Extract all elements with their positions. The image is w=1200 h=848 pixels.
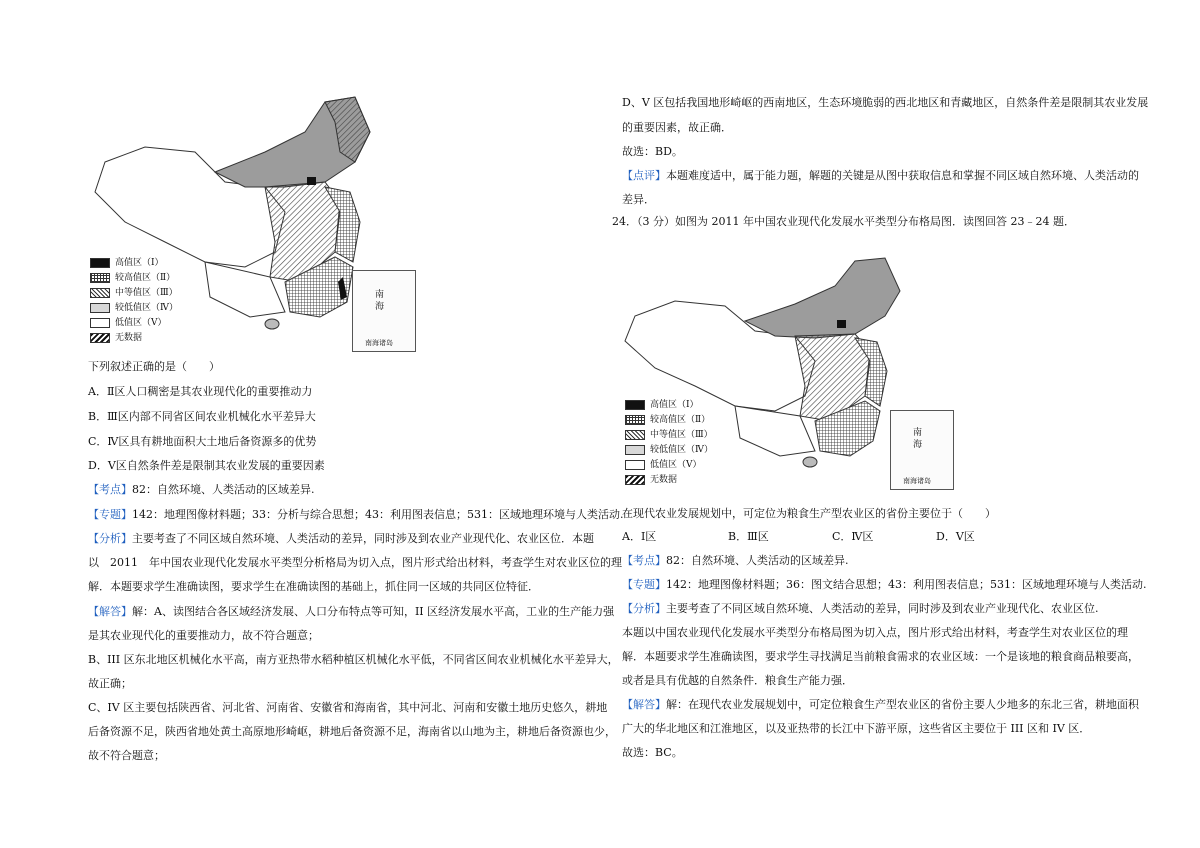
zhuanti-line: 【专题】142：地理图像材料题；36：图文结合思想；43：利用图表信息；531：区域地理环境与人类活动. — [622, 578, 1147, 591]
answer-line: 广大的华北地区和江淮地区，以及亚热带的长江中下游平原，这些省区主要位于 III 区和 IV 区． — [622, 722, 1091, 735]
answer-choice: 故选：BC。 — [622, 746, 683, 759]
legend-swatch — [625, 445, 645, 455]
answer-line: 故不符合题意； — [88, 749, 165, 762]
legend-swatch — [90, 303, 110, 313]
inset-caption: 南海诸岛 — [903, 477, 931, 485]
fenxi-line: 【分析】主要考查了不同区域自然环境、人类活动的差异，同时涉及到农业产业现代化、农业区位. — [622, 602, 1099, 615]
legend-swatch — [90, 333, 110, 343]
hainan-island — [265, 319, 279, 329]
answer-line: B、III 区东北地区机械化水平高，南方亚热带水稻种植区机械化水平低，不同省区间农业机械化水平差异大， — [88, 653, 619, 666]
option-a: A．Ⅱ区人口稠密是其农业现代化的重要推动力 — [88, 385, 313, 398]
jieda-line: 【解答】解：A、读图结合各区域经济发展、人口分布特点等可知，II 区经济发展水平高，工业的生产能力强 — [88, 605, 615, 618]
south-sea-inset-right — [890, 410, 954, 490]
option-b: B．Ⅲ区内部不同省区间农业机械化水平差异大 — [88, 410, 316, 423]
option-a: A．Ⅰ区 — [622, 530, 657, 543]
legend-swatch — [625, 460, 645, 470]
kaodian-line: 【考点】82：自然环境、人类活动的区域差异. — [622, 554, 849, 567]
answer-choice: 故选：BD。 — [622, 145, 683, 158]
question-stem: 下列叙述正确的是（ ） — [88, 360, 220, 373]
fenxi-line-4: 或者是具有优越的自然条件．粮食生产能力强． — [622, 674, 853, 687]
dianping-line-2: 差异． — [622, 193, 655, 206]
inset-sea-label: 南 海 — [375, 290, 385, 312]
legend-right: 高值区（Ⅰ） 较高值区（Ⅱ） 中等值区（Ⅲ） 较低值区（Ⅳ） 低值区（Ⅴ） 无数据 — [625, 398, 713, 488]
legend-swatch — [90, 318, 110, 328]
option-b: B．Ⅲ区 — [728, 530, 769, 543]
inset-caption: 南海诸岛 — [365, 339, 393, 347]
legend-swatch — [625, 475, 645, 485]
question-24-title: 24．（3 分）如图为 2011 年中国农业现代化发展水平类型分布格局图．读图回答 23﹣24 题． — [612, 215, 1075, 228]
option-d: D．Ⅴ区自然条件差是限制其农业发展的重要因素 — [88, 459, 325, 472]
option-d: D．Ⅴ区 — [936, 530, 975, 543]
answer-line: C、IV 区主要包括陕西省、河北省、河南省、安徽省和海南省，其中河北、河南和安徽土地历史悠久，耕地 — [88, 701, 608, 714]
legend-swatch — [90, 258, 110, 268]
beijing-block — [307, 177, 316, 185]
fenxi-line-2: 本题以中国农业现代化发展水平类型分布格局图为切入点，图片形式给出材料，考查学生对农业区位的理 — [622, 626, 1128, 639]
question-stem: 在现代农业发展规划中，可定位为粮食生产型农业区的省份主要位于（ ） — [622, 507, 996, 520]
option-c: C．Ⅳ区 — [832, 530, 874, 543]
option-c: C．Ⅳ区具有耕地面积大土地后备资源多的优势 — [88, 435, 317, 448]
fenxi-line-3: 解．本题要求学生准确读图，要求学生在准确读图的基础上，抓住同一区域的共同区位特征． — [88, 580, 539, 593]
answer-line: 后备资源不足，陕西省地处黄土高原地形崎岖，耕地后备资源不足，海南省以山地为主，耕地后备资源也少， — [88, 725, 616, 738]
inset-sea-label: 南 海 — [913, 428, 923, 450]
answer-line: 的重要因素，故正确． — [622, 121, 732, 134]
fenxi-line: 【分析】主要考查了不同区域自然环境、人类活动的差异，同时涉及到农业产业现代化、农业区位．本题 — [88, 532, 594, 545]
dianping-line: 【点评】本题难度适中，属于能力题，解题的关键是从图中获取信息和掌握不同区域自然环境、人类活动的 — [622, 169, 1139, 182]
legend-swatch — [90, 288, 110, 298]
legend-swatch — [625, 400, 645, 410]
fenxi-line-2: 以 2011 年中国农业现代化发展水平类型分析格局为切入点，图片形式给出材料，考查学生对农业区位的理 — [88, 556, 622, 569]
zhuanti-line: 【专题】142：地理图像材料题；33：分析与综合思想；43：利用图表信息；531：区域地理环境与人类活动. — [88, 508, 624, 521]
south-sea-inset-left — [352, 270, 416, 352]
answer-line: 是其农业现代化的重要推动力，故不符合题意； — [88, 629, 319, 642]
legend-swatch — [90, 273, 110, 283]
fenxi-line-3: 解．本题要求学生准确读图，要求学生寻找满足当前粮食需求的农业区域：一个是该地的粮食商品粮要高， — [622, 650, 1139, 663]
kaodian-line: 【考点】82：自然环境、人类活动的区域差异. — [88, 483, 315, 496]
answer-line: D、V 区包括我国地形崎岖的西南地区，生态环境脆弱的西北地区和青藏地区，自然条件差是限制其农业发展 — [622, 96, 1149, 109]
answer-line: 故正确； — [88, 677, 132, 690]
jieda-line: 【解答】解：在现代农业发展规划中，可定位粮食生产型农业区的省份主要人少地多的东北三省，耕地面积 — [622, 698, 1139, 711]
legend-left: 高值区（Ⅰ） 较高值区（Ⅱ） 中等值区（Ⅲ） 较低值区（Ⅳ） 低值区（Ⅴ） 无数据 — [90, 256, 178, 346]
legend-swatch — [625, 415, 645, 425]
legend-swatch — [625, 430, 645, 440]
